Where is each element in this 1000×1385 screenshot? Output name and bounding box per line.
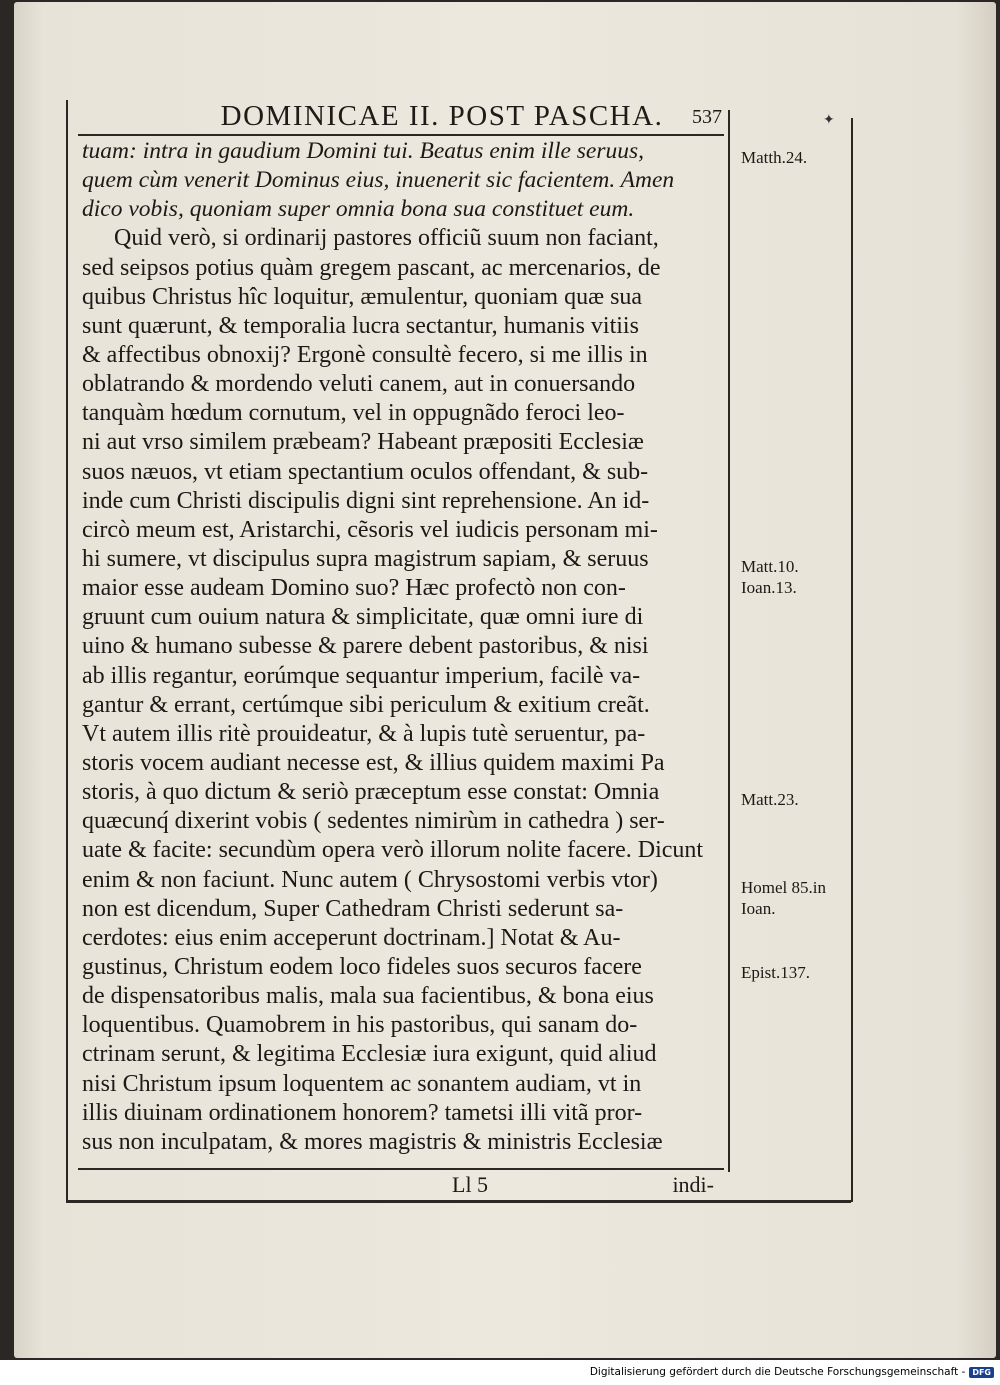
text-line: sed seipsos potius quàm gregem pascant, ac mercenarios, de [82,254,661,281]
running-title: DOMINICAE II. POST PASCHA. [220,100,664,132]
text-line: ctrinam serunt, & legitima Ecclesiæ iura exigunt, quid aliud [82,1041,657,1068]
page-header [82,100,722,132]
margin-note-line: Matt.23. [741,790,799,809]
footer-rule [78,1168,724,1170]
page-number: 537 [692,106,722,128]
text-line: sunt quærunt, & temporalia lucra sectantur, humanis vitiis [82,312,639,339]
text-line: nisi Christum ipsum loquentem ac sonantem audiam, vt in [82,1070,642,1097]
paper-blemish-mark: ✦ [823,113,835,128]
text-line: enim & non faciunt. Nunc autem ( Chrysostomi verbis vtor) [82,866,658,893]
text-line: illis diuinam ordinationem honorem? tametsi illi vitã pror- [82,1099,643,1126]
text-line: inde cum Christi discipulis digni sint reprehensione. An id- [82,487,650,514]
text-line: gruunt cum ouium natura & simplicitate, quæ omni iure di [82,604,644,631]
text-line: storis vocem audiant necesse est, & illius quidem maximi Pa [82,749,665,776]
left-margin-rule [66,100,68,1202]
text-line: tanquàm hœdum cornutum, vel in oppugnãdo feroci leo- [82,400,625,427]
margin-note-matt-23 [741,789,799,810]
margin-note-matth-24 [741,147,807,168]
text-line: oblatrando & mordendo veluti canem, aut in conuersando [82,371,636,398]
text-line: circò meum est, Aristarchi, cẽsoris vel iudicis personam mi- [82,516,658,543]
dfg-logo-icon: DFG [969,1367,994,1378]
text-line: cerdotes: eius enim acceperunt doctrinam.] Notat & Au- [82,924,621,951]
bottom-rule [66,1200,851,1203]
text-line: ni aut vrso similem præbeam? Habeant præpositi Ecclesiæ [82,429,644,456]
body-text [82,137,722,1157]
header-rule [78,134,724,136]
text-line: uate & facite: secundùm opera verò illorum nolite facere. Dicunt [82,837,704,864]
text-line: ab illis regantur, eorúmque sequantur imperium, facilè va- [82,662,641,689]
signature-mark: Ll 5 [452,1172,489,1197]
margin-note-epist-137 [741,962,810,983]
outer-margin-rule [851,118,853,1202]
text-line: quem cùm venerit Dominus eius, inuenerit sic facientem. Amen [82,167,675,194]
text-line: Vt autem illis ritè prouideatur, & à lupis tutè seruentur, pa- [82,720,646,747]
catchword: indi- [672,1172,714,1197]
text-line: & affectibus obnoxij? Ergonè consultè fecero, si me illis in [82,341,648,368]
text-line: tuam: intra in gaudium Domini tui. Beatus enim ille seruus, [82,138,645,164]
text-line: uino & humano subesse & parere debent pastoribus, & nisi [82,633,649,660]
text-line: suos næuos, vt etiam spectantium oculos offendant, & sub- [82,458,649,485]
text-line: storis, à quo dictum & seriò præceptum esse constat: Omnia [82,779,660,806]
margin-note-line: Matt.10. [741,557,799,576]
text-line: maior esse audeam Domino suo? Hæc profectò non con- [82,575,626,602]
margin-note-line: Ioan.13. [741,578,797,597]
text-line: quibus Christus hîc loquitur, æmulentur, quoniam quæ sua [82,283,643,310]
margin-note-matt-10-ioan-13 [741,556,799,598]
digitization-credit [590,1366,994,1378]
text-line: sus non inculpatam, & mores magistris & ministris Ecclesiæ [82,1128,663,1155]
text-line: gantur & errant, certúmque sibi periculum & exitium creãt. [82,691,650,718]
text-line: quæcunq́ dixerint vobis ( sedentes nimirùm in cathedra ) ser- [82,808,665,835]
credit-text: Digitalisierung gefördert durch die Deutsche Forschungsgemeinschaft - [589,1366,966,1378]
margin-note-line: Homel 85.in [741,878,826,897]
margin-note-line: Ioan. [741,899,776,918]
page-footer [82,1172,722,1200]
text-line: hi sumere, vt discipulus supra magistrum sapiam, & seruus [82,545,649,572]
margin-note-line: Matth.24. [741,148,808,167]
text-line: non est dicendum, Super Cathedram Christi sederunt sa- [82,895,624,922]
text-line: dico vobis, quoniam super omnia bona sua constituet eum. [82,196,635,223]
text-line: gustinus, Christum eodem loco fideles suos securos facere [82,953,642,980]
margin-note-homel-85 [741,877,826,919]
margin-note-line: Epist.137. [741,963,810,982]
text-line: Quid verò, si ordinarij pastores officiũ suum non faciant, [114,225,659,252]
text-line: de dispensatoribus malis, mala sua facientibus, & bona eius [82,983,654,1010]
column-divider [728,110,730,1172]
text-line: loquentibus. Quamobrem in his pastoribus, qui sanam do- [82,1012,638,1039]
